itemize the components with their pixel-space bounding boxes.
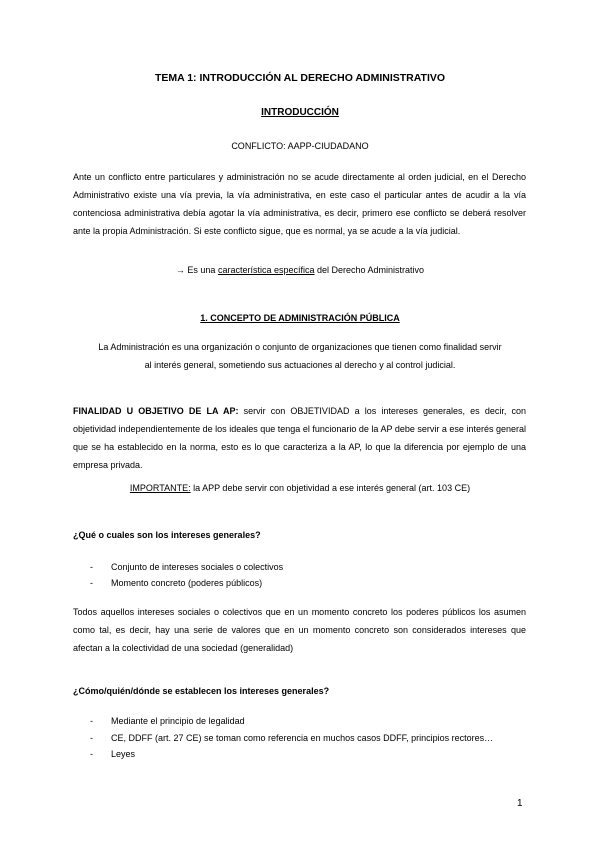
intro-paragraph: Ante un conflicto entre particulares y administración no se acude directamente al orden judicial, en el Derecho Administrativo existe una vía previa, la vía administrativa, en este caso el particular antes de acudir a la vía contenciosa administrativa debía agotar la vía administrativa, es decir, primero ese conflicto se deberá resolver ante la propia Administración. Si este conflicto sigue, que es normal, ya se acude a la vía judicial. — [73, 172, 526, 236]
question-2: ¿Cómo/quién/dónde se establecen los intereses generales? — [73, 686, 330, 696]
list-bullet: - — [90, 578, 93, 588]
list-bullet: - — [90, 716, 93, 726]
arrow-line-suffix: del Derecho Administrativo — [314, 265, 425, 275]
list-item: CE, DDFF (art. 27 CE) se toman como referencia en muchos casos DDFF, principios rectores… — [111, 733, 494, 743]
page-number: 1 — [517, 798, 523, 809]
list-bullet: - — [90, 733, 93, 743]
arrow-line — [0, 265, 600, 275]
question-1: ¿Qué o cuales son los intereses generales? — [73, 530, 261, 540]
section1-heading: 1. CONCEPTO DE ADMINISTRACIÓN PÚBLICA — [200, 313, 400, 323]
document-title: TEMA 1: INTRODUCCIÓN AL DERECHO ADMINISTRATIVO — [154, 72, 446, 84]
arrow-line-prefix: → Es una — [175, 265, 218, 275]
list-bullet: - — [90, 562, 93, 572]
conflict-line: CONFLICTO: AAPP-CIUDADANO — [231, 141, 369, 151]
list-item: Leyes — [111, 749, 136, 759]
list-item: Conjunto de intereses sociales o colectivos — [111, 562, 284, 572]
definition-line-1: La Administración es una organización o conjunto de organizaciones que tienen como finalidad servir — [98, 342, 502, 352]
importante-text: la APP debe servir con objetividad a ese interés general (art. 103 CE) — [190, 483, 471, 493]
importante-label: IMPORTANTE: — [129, 483, 191, 493]
definition-line-2: al interés general, sometiendo sus actuaciones al derecho y al control judicial. — [144, 360, 456, 370]
finalidad-paragraph — [73, 402, 526, 474]
importante-line — [0, 483, 600, 493]
finalidad-text: servir con OBJETIVIDAD a los intereses generales, es decir, con objetividad independientemente de los ideales que tenga el funcionario de la AP debe servir a ese interés general que se ha establecido en la norma, esto es lo que caracteriza a la AP, lo que la diferencia por ejemplo de una empresa privada. — [73, 406, 526, 470]
list-item: Mediante el principio de legalidad — [111, 716, 245, 726]
finalidad-label: FINALIDAD U OBJETIVO DE LA AP: — [73, 406, 239, 416]
paragraph-2: Todos aquellos intereses sociales o colectivos que en un momento concreto los poderes públicos los asumen como tal, es decir, hay una serie de valores que en un momento concreto son considerados intereses que afectan a la colectividad de una sociedad (generalidad) — [73, 607, 526, 653]
arrow-line-underlined: característica específica — [217, 265, 315, 275]
list-item: Momento concreto (poderes públicos) — [111, 578, 263, 588]
intro-heading: INTRODUCCIÓN — [261, 107, 339, 118]
list-bullet: - — [90, 749, 93, 759]
